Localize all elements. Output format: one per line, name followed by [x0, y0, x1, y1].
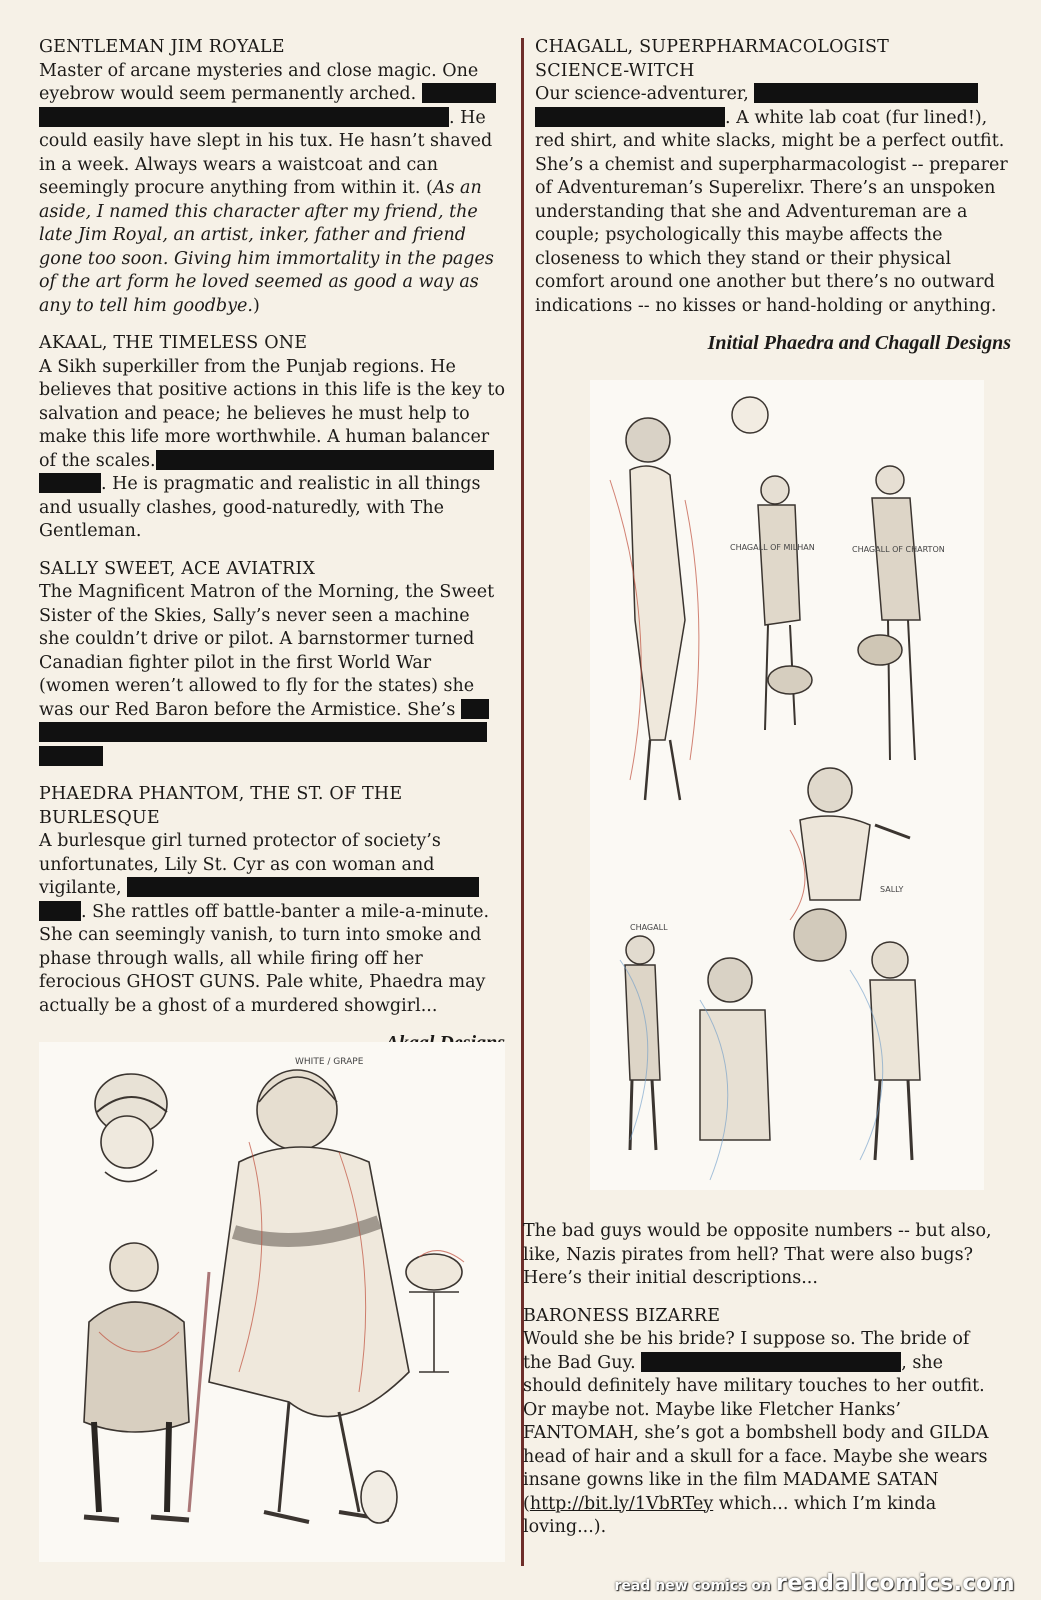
section-body: The bad guys would be opposite numbers -- but also, like, Nazis pirates from hell? That were also bugs? Here’s their initial descriptions... [523, 1221, 992, 1288]
redaction-bar [461, 699, 489, 719]
section-badguys [523, 1220, 993, 1291]
section-sally [39, 558, 505, 770]
redaction-bar [39, 107, 449, 127]
aside-text: As an aside, I named this character after my friend, the late Jim Royal, an artist, inker, father and friend gone too soon. Giving him immortality in the pages of the art form he loved seemed as good a way as any to tell him goodbye. [39, 178, 494, 316]
section-heading: PHAEDRA PHANTOM, THE ST. OF THE BURLESQUE [39, 784, 403, 828]
redaction-bar [754, 83, 978, 103]
sketch-note: CHAGALL [630, 923, 668, 932]
body-text: . He could easily have slept in his tux. He hasn’t shaved in a week. Always wears a waistcoat and can seemingly procure anything from within it. ( [39, 107, 493, 198]
akaal-design-sketch [39, 1042, 505, 1562]
redaction-bar [641, 1352, 901, 1372]
section-heading: GENTLEMAN JIM ROYALE [39, 37, 285, 57]
section-phaedra [39, 783, 505, 1018]
body-text: Master of arcane mysteries and close magic. One eyebrow would seem permanently arched. [39, 60, 479, 104]
sketch-drawing [590, 380, 984, 1190]
body-text: The Magnificent Matron of the Morning, the Sweet Sister of the Skies, Sally’s never seen a machine she couldn’t drive or pilot. A barnstormer turned Canadian fighter pilot in the first World War (women weren’t allowed to fly for the states) she was our Red Baron before the Armistice. She’s [39, 582, 495, 720]
body-text: . She rattles off battle-banter a mile-a-minute. She can seemingly vanish, to turn into smoke and phase through walls, all while firing off her ferocious GHOST GUNS. Pale white, Phaedra may actually be a ghost of a murdered showgirl... [39, 901, 490, 1016]
right-column [535, 36, 1011, 365]
watermark-site: readallcomics.com [776, 1571, 1015, 1596]
section-heading: CHAGALL, SUPERPHARMACOLOGIST SCIENCE-WITCH [535, 37, 890, 81]
section-chagall [535, 36, 1011, 318]
section-body [535, 83, 1011, 318]
redaction-bar [127, 877, 479, 897]
section-heading: AKAAL, THE TIMELESS ONE [39, 333, 308, 353]
left-column [39, 36, 505, 1065]
redaction-bar [39, 473, 101, 493]
body-text: A burlesque girl turned protector of society’s unfortunates, Lily St. Cyr as con woman and vigilante, [39, 831, 441, 898]
watermark-small: read new comics on [614, 1578, 771, 1594]
section-heading: SALLY SWEET, ACE AVIATRIX [39, 558, 316, 579]
section-baroness [523, 1305, 993, 1540]
section-body [39, 356, 505, 544]
body-text: . A white lab coat (fur lined!), red shirt, and white slacks, might be a perfect outfit. She’s a chemist and superpharmacologist -- preparer of Adventureman’s Superelixr. There’s an unspoken understanding that she and Adventureman are a couple; psychologically this maybe affects the closeness to which they stand or their physical comfort around one another but there’s no outward indications -- no kisses or hand-holding or anything. [535, 107, 1008, 316]
sketch-note: CHAGALL OF MILHAN [730, 543, 815, 552]
section-heading: BARONESS BIZARRE [523, 1305, 721, 1326]
redaction-bar [156, 450, 494, 470]
body-text: , she should definitely have military touches to her outfit. Or maybe not. Maybe like Fletcher Hanks’ FANTOMAH, she’s got a bombshell body and GILDA head of hair and a skull for a face. Maybe she wears insane gowns like in the film MADAME SATAN ( [523, 1352, 989, 1514]
madame-satan-link[interactable]: http://bit.ly/1VbRTey [529, 1493, 714, 1514]
body-text: . He is pragmatic and realistic in all things and usually clashes, good-naturedly, with The Gentleman. [39, 474, 481, 541]
redaction-bar [39, 746, 103, 766]
section-gentleman [39, 36, 505, 318]
redaction-bar [39, 901, 81, 921]
sketch-drawing [39, 1042, 505, 1562]
sketch-note: SALLY [880, 885, 904, 894]
section-akaal [39, 332, 505, 544]
section-body [39, 830, 505, 1018]
body-text: Our science-adventurer, [535, 84, 749, 104]
right-lower-column [523, 1220, 993, 1554]
redaction-bar [535, 107, 725, 127]
redaction-bar [422, 83, 496, 103]
section-body [523, 1328, 993, 1540]
body-text: which... which I’m kinda loving...). [523, 1493, 937, 1537]
sketch-note: CHAGALL OF CHARTON [852, 545, 945, 554]
redaction-bar [39, 722, 487, 742]
body-text: A Sikh superkiller from the Punjab regions. He believes that positive actions in this life is the key to salvation and peace; he believes he must help to make this life more worthwhile. A human balancer of the scales. [39, 356, 505, 471]
body-text: ) [252, 295, 260, 316]
section-body [39, 60, 505, 319]
sketch-note: WHITE / GRAPE [295, 1057, 364, 1067]
section-body [39, 581, 505, 769]
body-text: Would she be his bride? I suppose so. The bride of the Bad Guy. [523, 1329, 970, 1373]
watermark [615, 1571, 1015, 1596]
phaedra-chagall-design-sketch [590, 380, 984, 1190]
art-caption: Initial Phaedra and Chagall Designs [707, 332, 1011, 354]
